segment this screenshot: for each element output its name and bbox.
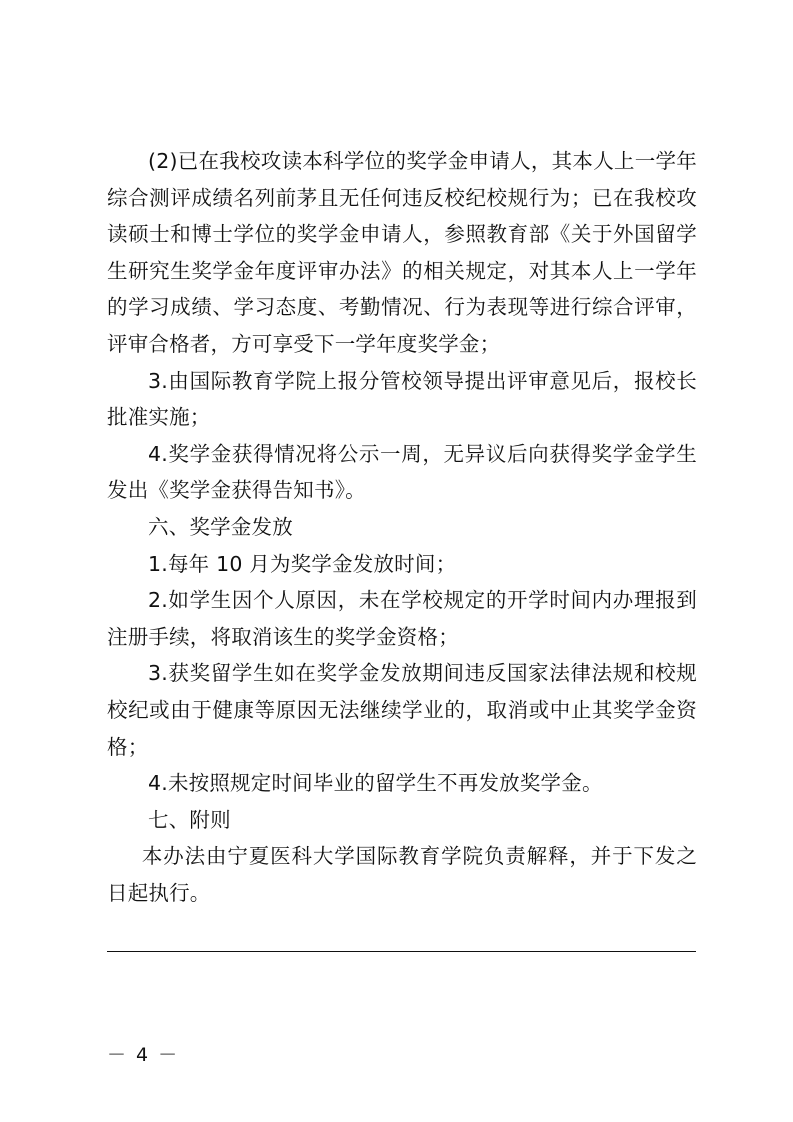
paragraph-violation-termination: 3.获奖留学生如在奖学金发放期间违反国家法律法规和校规校纪或由于健康等原因无法继续学业的，取消或中止其奖学金资格； [107,661,697,759]
section-heading-supplementary-provisions: 七、附则 [148,807,231,832]
paragraph-graduation-deadline: 4.未按照规定时间毕业的留学生不再发放奖学金。 [148,771,603,796]
paragraph-disbursement-time: 1.每年 10 月为奖学金发放时间； [148,551,457,576]
document-body [107,143,697,911]
paragraph-approval-process: 3.由国际教育学院上报分管校领导提出评审意见后，报校长批准实施； [107,368,697,430]
page-number: － 4 － [107,1044,180,1066]
section-heading-scholarship-disbursement: 六、奖学金发放 [148,514,293,539]
paragraph-registration-requirement: 2.如学生因个人原因，未在学校规定的开学时间内办理报到注册手续，将取消该生的奖学金资格； [107,588,697,649]
footer-divider [107,951,696,952]
paragraph-interpretation-effective-date: 本办法由宁夏医科大学国际教育学院负责解释，并于下发之日起执行。 [107,844,697,905]
paragraph-public-notice: 4.奖学金获得情况将公示一周，无异议后向获得奖学金学生发出《奖学金获得告知书》。 [107,441,697,503]
paragraph-eligibility-continuing-students: (2)已在我校攻读本科学位的奖学金申请人，其本人上一学年综合测评成绩名列前茅且无任何违反校纪校规行为；已在我校攻读硕士和博士学位的奖学金申请人，参照教育部《关于外国留学生研究生奖学金年度评审办法》的相关规定，对其本人上一学年的学习成绩、学习态度、考勤情况、行为表现等进行综合评审，评审合格者，方可享受下一学年度奖学金； [107,149,697,356]
